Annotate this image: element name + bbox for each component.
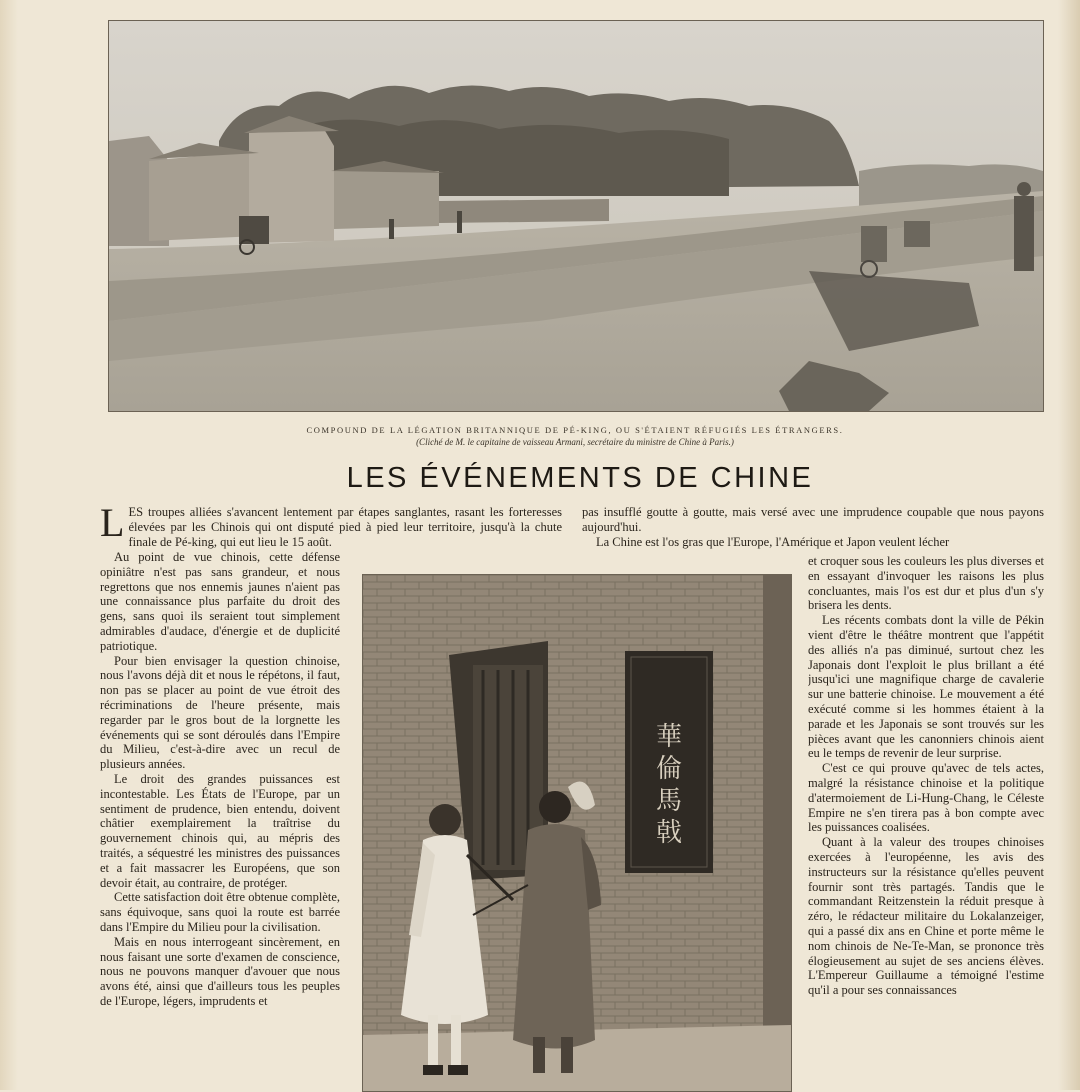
svg-text:戟: 戟 xyxy=(655,818,683,848)
article-column-right xyxy=(808,554,1044,1090)
svg-text:倫: 倫 xyxy=(655,754,683,784)
article-column-right-top xyxy=(582,505,1044,553)
page-edge-right xyxy=(1058,0,1080,1090)
legation-photo xyxy=(108,20,1044,412)
article-intro xyxy=(100,505,562,549)
paragraph: et croquer sous les couleurs les plus diverses et en essayant d'invoquer les raisons les plus concluantes, mais l'os est dur et plus d'un s'y brisera les dents. xyxy=(808,554,1044,613)
paragraph: Mais en nous interrogeant sincèrement, en nous faisant une sorte d'examen de conscience, nous ne pouvons manquer d'avouer que nous avons été, ainsi que d'ailleurs tous les peuples de l'Europe, légers, imprudents et xyxy=(100,934,340,1008)
legation-photo-illustration xyxy=(109,21,1043,411)
svg-text:華: 華 xyxy=(655,722,683,752)
paragraph: Cette satisfaction doit être obtenue complète, sans équivoque, sans quoi la route est barrée dans l'Empire du Milieu pour la civilisation. xyxy=(100,890,340,934)
paragraph: pas insufflé goutte à goutte, mais versé avec une imprudence coupable que nous payons aujourd'hui. xyxy=(582,505,1044,534)
svg-text:馬: 馬 xyxy=(655,786,683,816)
article-title: LES ÉVÉNEMENTS DE CHINE xyxy=(346,462,814,494)
page-edge-left xyxy=(0,0,18,1090)
paragraph: Le droit des grandes puissances est incontestable. Les États de l'Europe, par un sentiment de prudence, bien entendu, doivent châtier exemplairement la traîtrise du gouvernement chinois qui, au mépris des traités, a séquestré les ministres des puissances et a fait massacrer les Européens, que son devoir était, au contraire, de protéger. xyxy=(100,771,340,890)
paragraph: C'est ce qui prouve qu'avec de tels actes, malgré la résistance chinoise et la politique d'atermoiement de Li-Hung-Chang, le Céleste Empire ne s'en tirera pas à bon compte avec les puissances coalisées. xyxy=(808,761,1044,835)
paragraph: Au point de vue chinois, cette défense opiniâtre n'est pas sans grandeur, et nous regrettons que nos ennemis jaunes n'aient pas une connaissance plus parfaite du droit des gens, sans quoi ils seraient tout simplement admirables d'audace, d'énergie et de duplicité patriotique. xyxy=(100,550,340,653)
article-column-left xyxy=(100,550,340,1090)
paragraph: Les récents combats dont la ville de Pékin vient d'être le théâtre montrent que l'appétit des alliés n'a pas diminué, surtout chez les Japonais dont l'exploit le plus brillant a été jusqu'ici une magnifique charge de cavalerie sur une batterie chinoise. Le mouvement a été exécuté comme si les hommes étaient à la parade et les Japonais se sont trouvés sur les pièces avant que les canonniers chinois aient eu le temps de revenir de leur surprise. xyxy=(808,613,1044,761)
street-scene-illustration xyxy=(363,575,791,1091)
street-scene-photo xyxy=(362,574,792,1092)
legation-photo-caption: COMPOUND DE LA LÉGATION BRITANNIQUE DE PÉ-KING, OU S'ÉTAIENT RÉFUGIÉS LES ÉTRANGERS. xyxy=(306,425,844,435)
paragraph: Pour bien envisager la question chinoise, nous l'avons déjà dit et nous le répétons, il faut, non pas se placer au point de vue étroit des récriminations de l'heure présente, mais regarder par le gros bout de la lorgnette les événements qui se sont déroulés dans l'Empire du Milieu, c'est-à-dire avec un recul de plusieurs années. xyxy=(100,653,340,772)
article-dropcap: L xyxy=(100,505,125,545)
legation-photo-credit: (Cliché de M. le capitaine de vaisseau Armani, secrétaire du ministre de Chine à Paris.) xyxy=(416,437,734,447)
paragraph: La Chine est l'os gras que l'Europe, l'Amérique et Japon veulent lécher xyxy=(596,534,950,549)
article-intro-text: ES troupes alliées s'avancent lentement par étapes sanglantes, rasant les forteresses élevées par les Chinois qui ont disputé pied à pied leur territoire, jusqu'à la chute finale de Pé-king, qui eut lieu le 15 août. xyxy=(128,505,562,549)
paragraph: Quant à la valeur des troupes chinoises exercées à l'européenne, les avis des instructeurs sur la résistance qu'elles peuvent fournir sont très partagés. Tandis que le commandant Reitzenstein la réduit presque à zéro, le rédacteur militaire du Lokalanzeiger, qui a passé dix ans en Chine et porte même le nom chinois de Ne-Te-Man, se prononce très élogieusement au sujet de ses anciens élèves. L'Empereur Guillaume a témoigné l'estime qu'il a pour ses connaissances xyxy=(808,835,1044,998)
